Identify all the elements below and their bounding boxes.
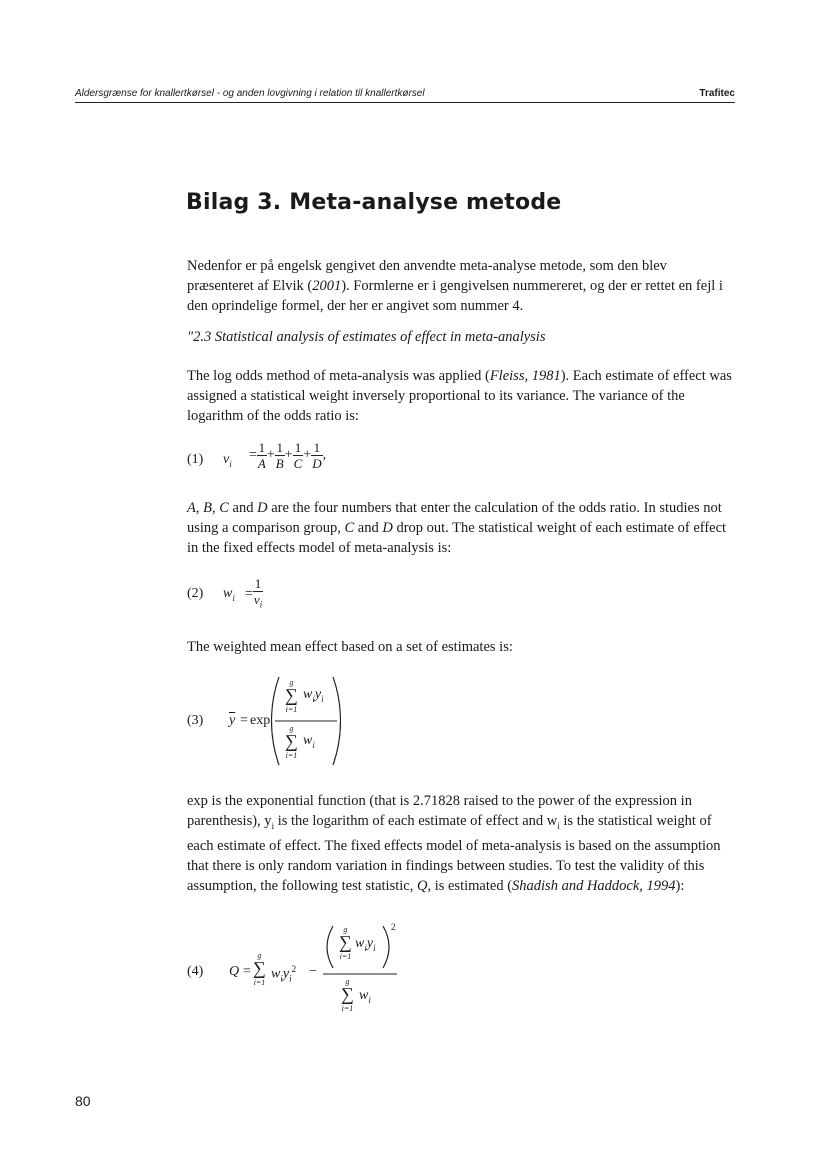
equation-4: (4) Q = g ∑ i=1 $w_iy_i^2$ − 2 g ∑ i=1 $w_iy_i$ g ∑ i=1 $w_i$ xyxy=(187,922,417,1022)
paragraph-log-odds: The log odds method of meta-analysis was applied (Fleiss, 1981). Each estimate of effect was assigned a statistical weight inversely proportional to its variance. The variance of the logarithm of the odds ratio is: xyxy=(187,368,732,424)
equation-2: (2) $w_i$ = $\frac{1}{v_i}$ xyxy=(187,576,263,610)
page-number: 80 xyxy=(75,1093,91,1109)
equation-1: (1) $v_i$ = $\frac{1}{A}$ + $\frac{1}{B}$ + $\frac{1}{C}$ + $\frac{1}{D}$ , xyxy=(187,440,327,471)
paragraph-exponential: exp is the exponential function (that is 2.71828 raised to the power of the expression in parenthesis), $y_i$ is the logarithm of each estimate of effect and $w_i$ is the statistical weight of each estimate of effect. The fixed effects model of meta-analysis is based on the assumption that there is only random variation in findings between studies. To test the validity of this assumption, the following test statistic, Q, is estimated (Shadish and Haddock, 1994): xyxy=(187,793,721,894)
intro-paragraph: Nedenfor er på engelsk gengivet den anvendte meta-analyse metode, som den blev præsenteret af Elvik (2001). Formlerne er i gengivelsen nummereret, og der er rettet en fejl i den oprindelige formel, der her er angivet som nummer 4. xyxy=(187,258,723,314)
header-publisher: Trafitec xyxy=(699,88,735,99)
page-title: Bilag 3. Meta-analyse metode xyxy=(186,190,562,215)
header-title: Aldersgrænse for knallertkørsel - og anden lovgivning i relation til knallertkørsel xyxy=(75,88,425,99)
paragraph-odds-ratio: A, B, C and D are the four numbers that enter the calculation of the odds ratio. In studies not using a comparison group, C and D drop out. The statistical weight of each estimate of effect in the fixed effects model of meta-analysis is: xyxy=(187,500,727,556)
equation-3: (3) $\overline{y}$ = exp g ∑ i=1 $w_iy_i$ g ∑ i=1 $w_i$ xyxy=(187,675,407,770)
running-header xyxy=(75,88,735,103)
paragraph-weighted-mean: The weighted mean effect based on a set of estimates is: xyxy=(187,639,513,655)
section-heading: "2.3 Statistical analysis of estimates of effect in meta-analysis xyxy=(187,329,546,345)
